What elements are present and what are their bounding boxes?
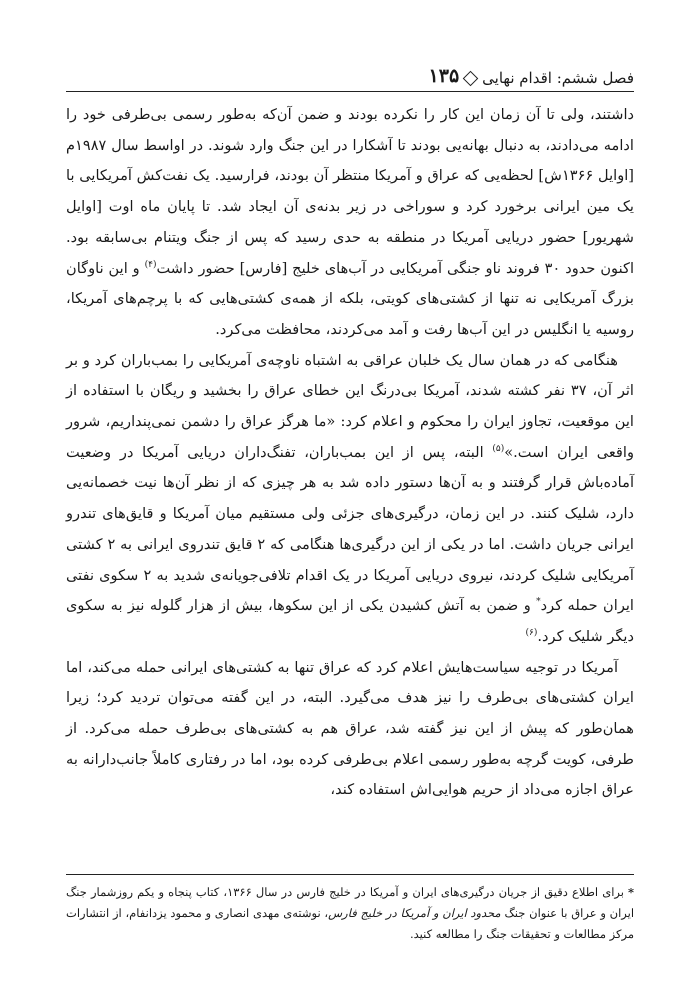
paragraph-text: آمریکا در توجیه سیاست‌هایش اعلام کرد که عراق تنها به کشتی‌های ایرانی حمله می‌کند، اما ایران کشتی‌های بی‌طرف را نیز هدف می‌گیرد. البته، در این گفته می‌توان تردید کرد؛ زیرا همان‌طور که پیش از این نیز گفته شد، عراق هم به کشتی‌های بی‌طرف حمله می‌کرد. از طرفی، کویت گرچه به‌طور رسمی اعلام بی‌طرفی کرده بود، اما در رفتاری کاملاً جانب‌دارانه به عراق اجازه می‌داد از حریم هوایی‌اش استفاده کند، [66, 658, 634, 799]
paragraph-text: و ضمن به آتش کشیدن یکی از این سکوها، بیش از هزار گلوله نیز به سکوی دیگر شلیک کرد. [66, 597, 634, 645]
chapter-title: فصل ششم: اقدام نهایی [482, 69, 634, 87]
paragraph-text: داشتند، ولی تا آن زمان این کار را نکرده بودند و ضمن آن‌که به‌طور رسمی بی‌طرفی خود را ادامه می‌دادند، به دنبال بهانه‌یی بودند تا آشکارا در این جنگ وارد شوند. در اواسط سال ۱۹۸۷م [اوایل ۱۳۶۶ش] لحظه‌یی که عراق و آمریکا منتظر آن بودند، فرارسید. یک نفت‌کش آمریکایی با یک مین ایرانی برخورد کرد و سوراخی در زیر بدنه‌ی آن ایجاد شد. تا پایان ماه اوت [اوایل شهریور] حضور دریایی آمریکا در منطقه به حدی رسید که پس از جنگ ویتنام بی‌سابقه بود. اکنون حدود ۳۰ فروند ناو جنگی آمریکایی در آب‌های خلیج [فارس] حضور داشت [66, 106, 635, 277]
footnote-reference: * [536, 597, 541, 608]
paragraph-text: هنگامی که در همان سال یک خلبان عراقی به اشتباه ناوچه‌ی آمریکایی را بمب‌باران کرد و بر اثر آن، ۳۷ نفر کشته شدند، آمریکا بی‌درنگ این خطای عراق را بخشید و ریگان با استفاده از این موقعیت، تجاوز ایران را محکوم و اعلام کرد: «ما هرگز عراق را دشمن نمی‌پنداریم، شرور واقعی ایران است.» [66, 351, 634, 461]
page-number: ۱۳۵ [428, 65, 460, 87]
footnote-reference: (۶) [525, 628, 538, 639]
body-text [66, 100, 634, 806]
paragraph-text: و این ناوگان بزرگ آمریکایی نه تنها از کشتی‌های کویتی، بلکه از همه‌ی کشتی‌هایی که با پرچم‌های آمریکا، روسیه یا انگلیس در این آب‌ها رفت و آمد می‌کردند، محافظت می‌کرد. [66, 259, 634, 338]
footnote-reference: (۵) [492, 443, 505, 454]
footnote-reference: (۴) [144, 259, 157, 270]
footnote [66, 882, 634, 945]
paragraph-text: البته، پس از این بمب‌باران، تفنگ‌داران دریایی آمریکا در وضعیت آماده‌باش قرار گرفتند و به آن‌ها دستور داده شد به هر چیزی که از نظر آن‌ها نیت خصمانه‌یی دارد، شلیک کنند. در این زمان، درگیری‌های جزئی ولی مستقیم میان آمریکا و قایق‌های تندرو ایرانی جریان داشت. اما در یکی از این درگیری‌ها هنگامی که ۲ قایق تندروی ایرانی به ۲ کشتی آمریکایی شلیک کردند، نیروی دریایی آمریکا در یک اقدام تلافی‌جویانه‌ی شدید به ۲ سکوی نفتی ایران حمله کرد [66, 443, 634, 615]
book-title: محدود ایران و آمریکا در خلیج فارس [328, 906, 501, 920]
paragraph [66, 346, 634, 653]
running-header [66, 52, 634, 92]
paragraph [66, 100, 634, 346]
book-page [66, 52, 634, 972]
diamond-ornament-icon [463, 71, 479, 87]
footnote-text: ، نوشته‌ی مهدی انصاری و محمود یزدانفام، از انتشارات مرکز مطالعات و تحقیقات جنگ را مطالعه کنید. [66, 906, 634, 941]
footnote-marker: * [627, 885, 634, 899]
paragraph [66, 653, 634, 807]
footnote-divider [66, 874, 634, 875]
footnote-text: برای اطلاع دقیق از جریان درگیری‌های ایران و آمریکا در خلیج فارس در سال ۱۳۶۶، کتاب پنجاه و یکم روزشمار جنگ ایران و عراق با عنوان جنگ [66, 885, 635, 920]
